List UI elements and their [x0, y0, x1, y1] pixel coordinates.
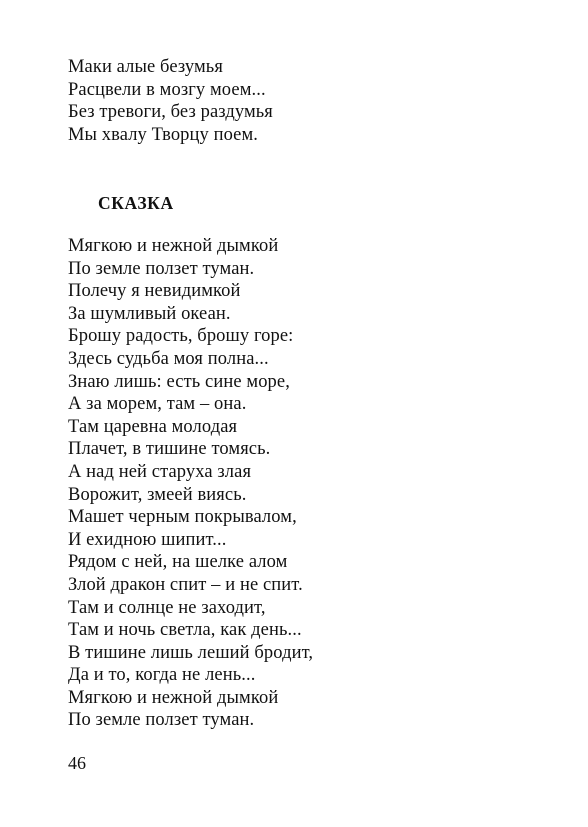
poem-line: Здесь судьба моя полна... — [68, 348, 269, 369]
poem-line: Расцвели в мозгу моем... — [68, 79, 266, 100]
poem-line: Маки алые безумья — [68, 57, 223, 77]
previous-poem-ending — [68, 56, 273, 146]
poem-line: Мягкою и нежной дымкой — [68, 236, 279, 256]
poem-line: Машет черным покрывалом, — [68, 507, 297, 528]
poem-line: По земле ползет туман. — [68, 710, 255, 731]
poem-line: Мягкою и нежной дымкой — [68, 687, 279, 708]
poem-line: В тишине лишь леший бродит, — [68, 642, 314, 663]
poem-title: СКАЗКА — [98, 193, 174, 213]
poem-line: Злой дракон спит – и не спит. — [68, 574, 303, 595]
poem-line: За шумливый океан. — [68, 303, 231, 324]
poem-line: И ехидною шипит... — [68, 529, 227, 550]
poem-line: Без тревоги, без раздумья — [68, 102, 273, 123]
poem-line: А над ней старуха злая — [68, 461, 252, 482]
poem-line: По земле ползет туман. — [68, 258, 255, 279]
poem-body — [68, 235, 313, 732]
poem-line: Брошу радость, брошу горе: — [68, 326, 294, 347]
poem-line: Там царевна молодая — [68, 416, 238, 437]
poem-line: Ворожит, змеей виясь. — [68, 484, 247, 505]
poem-line: Знаю лишь: есть сине море, — [68, 371, 290, 392]
poem-line: Рядом с ней, на шелке алом — [68, 552, 288, 573]
poem-line: Плачет, в тишине томясь. — [68, 439, 271, 460]
poem-line: А за морем, там – она. — [68, 394, 247, 415]
poem-line: Да и то, когда не лень... — [68, 665, 256, 686]
poem-line: Там и ночь светла, как день... — [68, 620, 302, 641]
poem-line: Мы хвалу Творцу поем. — [68, 124, 259, 145]
poem-line: Там и солнце не заходит, — [68, 597, 266, 618]
page-number: 46 — [68, 753, 86, 773]
poem-line: Полечу я невидимкой — [68, 281, 241, 302]
